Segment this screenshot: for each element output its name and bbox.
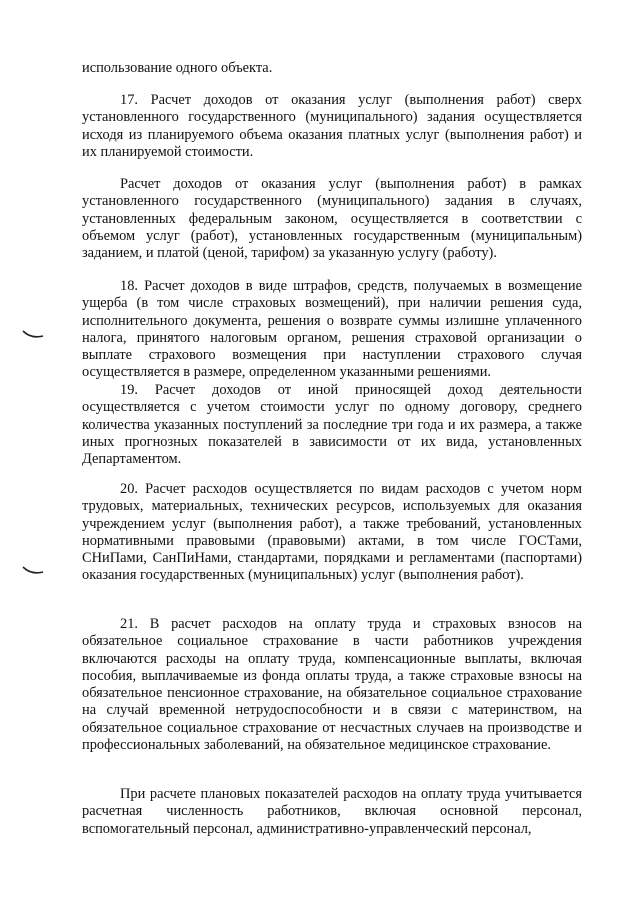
paragraph-19 [82,382,582,468]
paragraph-text: 18. Расчет доходов в виде штрафов, средств, получаемых в возмещение ущерба (в том числе страховых возмещений), при наличии решения суда, исполнительного документа, решения о возврате суммы излишне уплаченного налога, принятого налоговым органом, решения страховой организации о выплате страхового возмещения при наступлении страхового случая осуществляется в размере, определенном указанными решениями. [82,278,582,381]
paragraph-17 [82,92,582,161]
paragraph-18 [82,278,582,382]
paragraph-17-continued [82,176,582,262]
paragraph-text: использование одного объекта. [82,60,273,76]
binding-hole-mark-upper [22,330,44,340]
paragraph-21-continued [82,786,582,838]
paragraph-continuation [82,60,582,77]
paragraph-text: 21. В расчет расходов на оплату труда и страховых взносов на обязательное социальное страхование в части работников учреждения включаются расходы на оплату труда, компенсационные выплаты, включая пособия, выплачиваемые из фонда оплаты труда, а также страховые взносы на обязательное пенсионное страхование, на обязательное социальное страхование на случай временной нетрудоспособности и в связи с материнством, на обязательное социальное страхование от несчастных случаев на производстве и профессиональных заболеваний, на обязательное медицинское страхование. [82,616,582,754]
paragraph-21 [82,616,582,754]
binding-hole-mark-lower [22,566,44,576]
paragraph-text: 19. Расчет доходов от иной приносящей доход деятельности осуществляется с учетом стоимости услуг по одному договору, среднего количества указанных поступлений за последние три года и их размера, а также иных прогнозных показателей в зависимости от их вида, установленных Департаментом. [82,382,582,468]
paragraph-text: При расчете плановых показателей расходов на оплату труда учитывается расчетная численность работников, включая основной персонал, вспомогательный персонал, административно-управленческий персонал, [82,786,582,837]
paragraph-text: Расчет доходов от оказания услуг (выполнения работ) в рамках установленного государственного (муниципального) задания в случаях, установленных федеральным законом, осуществляется в соответствии с объемом услуг (работ), установленных государственным (муниципальным) заданием, и платой (ценой, тарифом) за указанную услугу (работу). [82,176,582,262]
paragraph-text: 20. Расчет расходов осуществляется по видам расходов с учетом норм трудовых, материальных, технических ресурсов, используемых для оказания учреждением услуг (выполнения работ), а также требований, установленных нормативными правовыми (правовыми) актами, в том числе ГОСТами, СНиПами, СанПиНами, стандартами, порядками и регламентами (паспортами) оказания государственных (муниципальных) услуг (выполнения работ). [82,481,582,584]
paragraph-text: 17. Расчет доходов от оказания услуг (выполнения работ) сверх установленного государственного (муниципального) задания осуществляется исходя из планируемого объема оказания платных услуг (выполнения работ) и их планируемой стоимости. [82,92,582,160]
paragraph-20 [82,481,582,585]
